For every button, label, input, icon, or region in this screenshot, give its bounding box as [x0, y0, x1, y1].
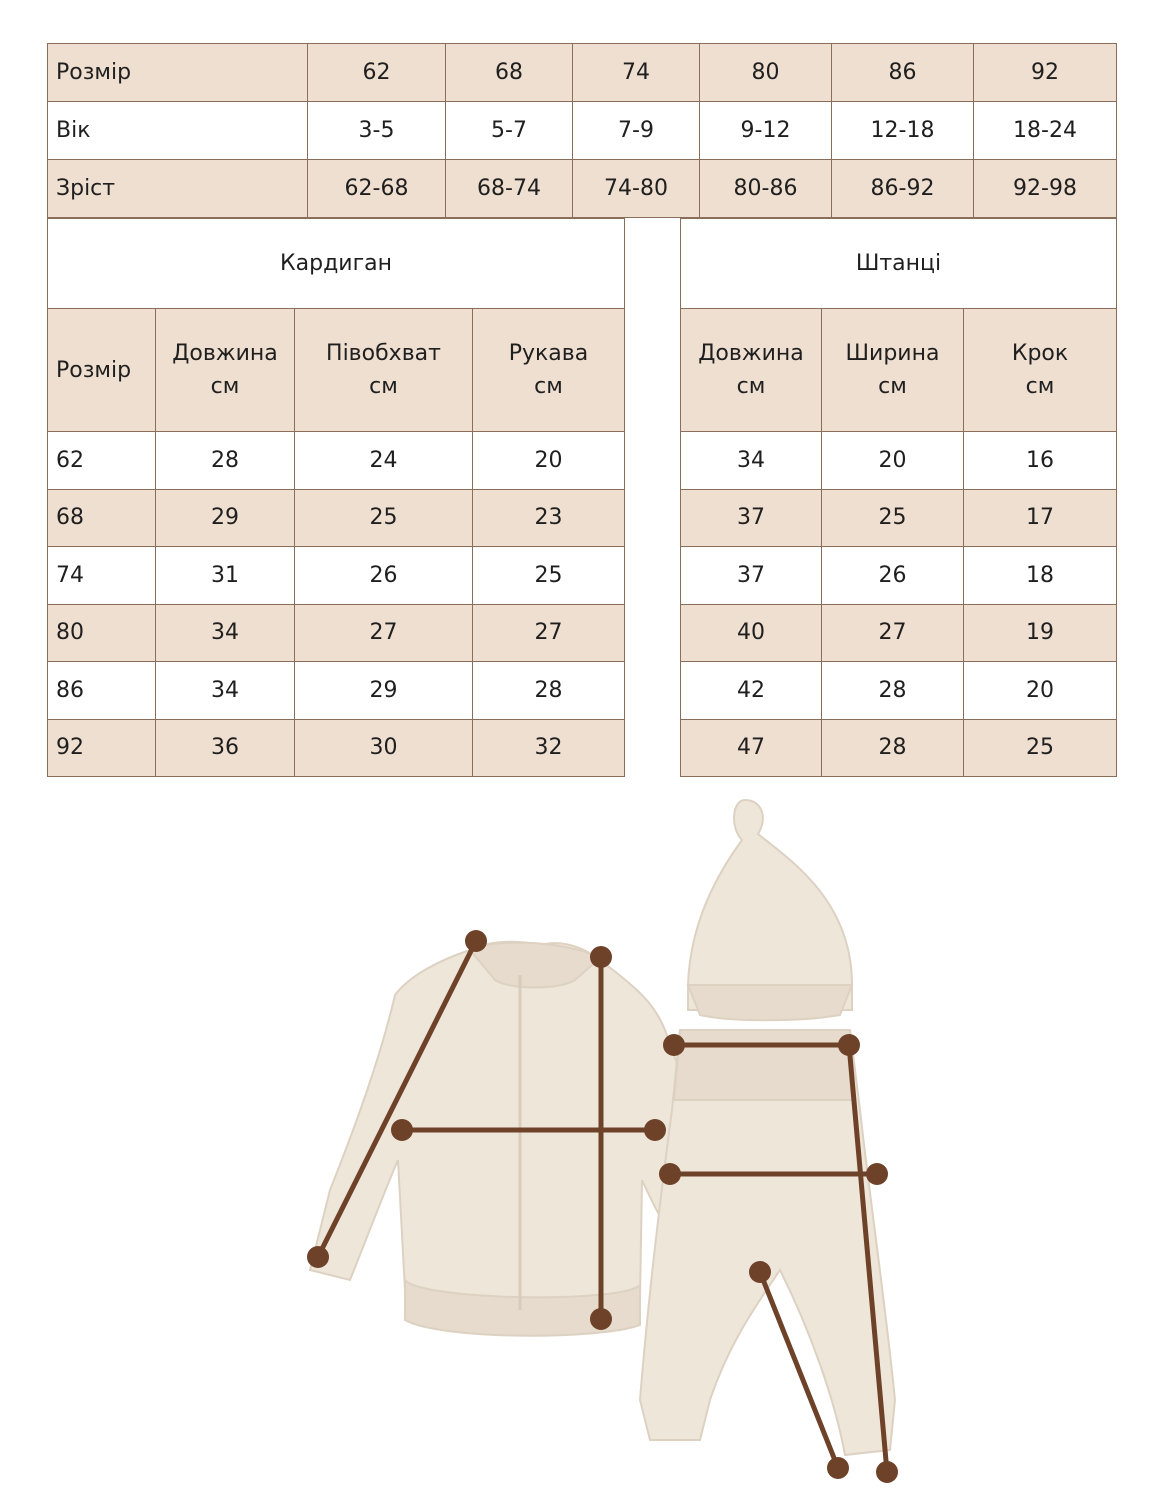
value-cell: 47	[681, 719, 822, 777]
cardigan-sleeve-header	[473, 309, 625, 432]
cardigan-title: Кардиган	[48, 219, 625, 309]
value-cell: 24	[295, 432, 473, 490]
value-cell: 20	[473, 432, 625, 490]
value-cell: 28	[473, 662, 625, 720]
value-cell: 28	[822, 719, 964, 777]
measure-point	[590, 946, 612, 968]
table-row	[48, 662, 625, 720]
value-cell: 17	[964, 489, 1117, 547]
size-cell: 68	[446, 44, 573, 102]
height-cell: 86-92	[832, 160, 974, 218]
value-cell: 16	[964, 432, 1117, 490]
cardigan-length-header	[156, 309, 295, 432]
measure-point	[465, 930, 487, 952]
column-name: Рукава	[508, 341, 589, 366]
pants-inseam-header	[964, 309, 1117, 432]
column-unit: см	[210, 374, 240, 399]
height-cell: 74-80	[573, 160, 700, 218]
measure-point	[749, 1261, 771, 1283]
size-cell: 92	[48, 719, 156, 777]
pants-width-header	[822, 309, 964, 432]
size-age-height-table	[47, 43, 1117, 218]
size-cell: 74	[573, 44, 700, 102]
age-cell: 7-9	[573, 102, 700, 160]
column-unit: см	[369, 374, 398, 399]
pants-length-header	[681, 309, 822, 432]
size-cell: 92	[974, 44, 1117, 102]
age-cell: 9-12	[700, 102, 832, 160]
table-row	[48, 719, 625, 777]
measure-point	[659, 1163, 681, 1185]
value-cell: 42	[681, 662, 822, 720]
value-cell: 37	[681, 547, 822, 605]
cardigan-header-row	[48, 309, 625, 432]
pants-header-row	[681, 309, 1117, 432]
column-name: Ширина	[845, 341, 940, 366]
size-cell: 80	[48, 604, 156, 662]
table-row	[681, 719, 1117, 777]
size-label: Розмір	[48, 44, 308, 102]
value-cell: 40	[681, 604, 822, 662]
size-row	[48, 44, 1117, 102]
column-unit: см	[878, 374, 907, 399]
value-cell: 27	[473, 604, 625, 662]
age-cell: 5-7	[446, 102, 573, 160]
table-row	[48, 489, 625, 547]
age-cell: 12-18	[832, 102, 974, 160]
column-unit: см	[534, 374, 563, 399]
value-cell: 27	[295, 604, 473, 662]
pants-title: Штанці	[681, 219, 1117, 309]
value-cell: 18	[964, 547, 1117, 605]
height-row	[48, 160, 1117, 218]
value-cell: 31	[156, 547, 295, 605]
hat-image	[688, 800, 852, 1020]
measure-point	[827, 1457, 849, 1479]
column-unit: см	[736, 374, 766, 399]
size-cell: 68	[48, 489, 156, 547]
age-row	[48, 102, 1117, 160]
measure-point	[866, 1163, 888, 1185]
height-cell: 80-86	[700, 160, 832, 218]
size-cell: 62	[48, 432, 156, 490]
value-cell: 28	[822, 662, 964, 720]
value-cell: 34	[156, 662, 295, 720]
size-cell: 74	[48, 547, 156, 605]
column-unit: см	[1025, 374, 1055, 399]
value-cell: 26	[295, 547, 473, 605]
value-cell: 28	[156, 432, 295, 490]
column-name: Крок	[1011, 341, 1069, 366]
cardigan-size-header: Розмір	[48, 309, 156, 432]
cardigan-measurements-table	[47, 218, 625, 777]
height-cell: 68-74	[446, 160, 573, 218]
column-name: Півобхват	[326, 341, 441, 366]
measure-point	[838, 1034, 860, 1056]
value-cell: 23	[473, 489, 625, 547]
table-row	[48, 547, 625, 605]
value-cell: 34	[681, 432, 822, 490]
measure-point	[391, 1119, 413, 1141]
value-cell: 25	[964, 719, 1117, 777]
age-cell: 18-24	[974, 102, 1117, 160]
measure-point	[590, 1308, 612, 1330]
value-cell: 25	[295, 489, 473, 547]
value-cell: 34	[156, 604, 295, 662]
value-cell: 29	[295, 662, 473, 720]
measure-point	[644, 1119, 666, 1141]
size-cell: 86	[48, 662, 156, 720]
table-row	[681, 432, 1117, 490]
table-row	[48, 604, 625, 662]
measure-point	[307, 1246, 329, 1268]
table-row	[681, 662, 1117, 720]
value-cell: 19	[964, 604, 1117, 662]
table-row	[48, 432, 625, 490]
age-label: Вік	[48, 102, 308, 160]
height-label: Зріст	[48, 160, 308, 218]
column-name: Довжина	[698, 341, 804, 366]
age-cell: 3-5	[308, 102, 446, 160]
column-name: Довжина	[172, 341, 278, 366]
value-cell: 25	[822, 489, 964, 547]
table-row	[681, 604, 1117, 662]
pants-measurements-table	[680, 218, 1117, 777]
measure-point	[876, 1461, 898, 1483]
pants-image	[640, 1030, 895, 1455]
garment-measurement-illustration	[295, 790, 915, 1490]
size-cell: 80	[700, 44, 832, 102]
value-cell: 25	[473, 547, 625, 605]
value-cell: 26	[822, 547, 964, 605]
size-cell: 86	[832, 44, 974, 102]
size-cell: 62	[308, 44, 446, 102]
value-cell: 29	[156, 489, 295, 547]
cardigan-title-row	[48, 219, 625, 309]
measure-point	[663, 1034, 685, 1056]
table-row	[681, 489, 1117, 547]
height-cell: 92-98	[974, 160, 1117, 218]
pants-title-row	[681, 219, 1117, 309]
value-cell: 20	[822, 432, 964, 490]
value-cell: 32	[473, 719, 625, 777]
value-cell: 27	[822, 604, 964, 662]
table-row	[681, 547, 1117, 605]
cardigan-half-chest-header	[295, 309, 473, 432]
value-cell: 20	[964, 662, 1117, 720]
height-cell: 62-68	[308, 160, 446, 218]
value-cell: 36	[156, 719, 295, 777]
value-cell: 37	[681, 489, 822, 547]
value-cell: 30	[295, 719, 473, 777]
